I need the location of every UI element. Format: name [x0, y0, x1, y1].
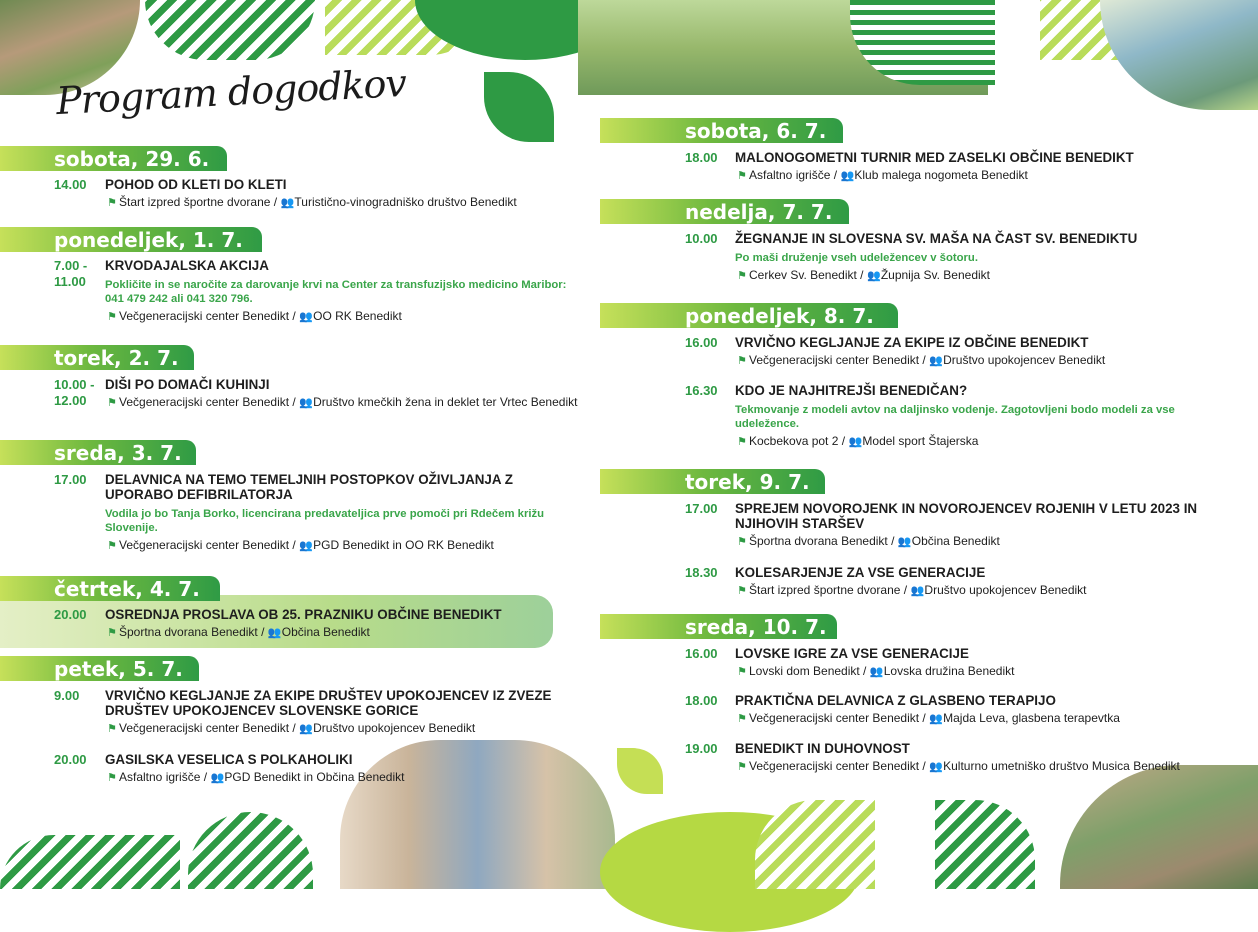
event-location — [735, 268, 1205, 284]
people-icon: 👥 — [299, 311, 313, 323]
event-details — [735, 231, 1205, 284]
people-icon: 👥 — [866, 270, 881, 282]
decor-stripes — [935, 800, 1035, 889]
event-time: 10.00 - 12.00 — [54, 377, 95, 408]
event-location — [735, 434, 1205, 450]
location-text: Majda Leva, glasbena terapevtka — [943, 711, 1120, 725]
location-text: Kulturno umetniško društvo Musica Benedikt — [943, 759, 1180, 773]
event-details — [735, 741, 1205, 775]
event-title: BENEDIKT IN DUHOVNOST — [735, 741, 910, 756]
day-label: sreda, 3. 7. — [54, 441, 182, 465]
location-text: Lovski dom Benedikt / — [749, 664, 870, 678]
photo-audience — [1060, 765, 1258, 889]
event-location — [105, 721, 580, 737]
people-icon: 👥 — [929, 355, 943, 367]
event-title: DELAVNICA NA TEMO TEMELJNIH POSTOPKOV OŽIVLJANJA Z UPORABO DEFIBRILATORJA — [105, 472, 513, 502]
event-details — [735, 383, 1205, 450]
event-title: ŽEGNANJE IN SLOVESNA SV. MAŠA NA ČAST SV. BENEDIKTU — [735, 231, 1138, 246]
page-title: Program dogodkov — [55, 60, 407, 124]
day-label: ponedeljek, 1. 7. — [54, 228, 243, 252]
flag-icon: ⚑ — [737, 170, 747, 182]
event-location — [735, 534, 1205, 550]
event-time: 9.00 — [54, 688, 80, 703]
event-title: POHOD OD KLETI DO KLETI — [105, 177, 287, 192]
location-text: Športna dvorana Benedikt / — [749, 534, 898, 548]
flag-icon: ⚑ — [107, 627, 117, 639]
decor-leaf — [484, 72, 554, 142]
location-text: Večgeneracijski center Benedikt / — [119, 309, 300, 323]
people-icon: 👥 — [299, 540, 313, 552]
day-header — [600, 199, 849, 224]
event-location — [105, 395, 580, 411]
day-header — [0, 576, 220, 601]
people-icon: 👥 — [869, 666, 884, 678]
event-title: LOVSKE IGRE ZA VSE GENERACIJE — [735, 646, 969, 661]
people-icon: 👥 — [897, 536, 912, 548]
event-location — [735, 664, 1205, 680]
day-label: sreda, 10. 7. — [685, 615, 827, 639]
day-header — [600, 614, 837, 639]
event-note: Pokličite in se naročite za darovanje krvi na Center za transfuzijsko medicino Maribor: 041 479 242 ali 041 320 796. — [105, 279, 567, 305]
location-text: Cerkev Sv. Benedikt / — [749, 268, 867, 282]
day-label: torek, 2. 7. — [54, 346, 179, 370]
location-text: Društvo upokojencev Benedikt — [313, 721, 476, 735]
event-location — [105, 770, 580, 786]
location-text: Model sport Štajerska — [862, 434, 979, 448]
people-icon: 👥 — [299, 397, 313, 409]
event-location — [735, 583, 1205, 599]
event-details — [735, 150, 1205, 184]
event-time: 18.00 — [685, 150, 718, 165]
location-text: PGD Benedikt in Občina Benedikt — [224, 770, 405, 784]
day-header — [0, 146, 227, 171]
event-details — [105, 258, 580, 325]
people-icon: 👥 — [299, 723, 313, 735]
flag-icon: ⚑ — [107, 723, 117, 735]
event-location — [735, 759, 1205, 775]
location-text: Kocbekova pot 2 / — [749, 434, 849, 448]
event-location — [105, 538, 580, 554]
event-title: MALONOGOMETNI TURNIR MED ZASELKI OBČINE BENEDIKT — [735, 150, 1134, 165]
event-note: Vodila jo bo Tanja Borko, licencirana predavateljica prve pomoči pri Rdečem križu Slovenije. — [105, 508, 545, 534]
flag-icon: ⚑ — [737, 270, 747, 282]
event-time: 20.00 — [54, 607, 87, 622]
event-location — [735, 353, 1205, 369]
event-time: 20.00 — [54, 752, 87, 767]
day-header — [0, 440, 196, 465]
flag-icon: ⚑ — [737, 355, 747, 367]
people-icon: 👥 — [280, 197, 295, 209]
event-title: KDO JE NAJHITREJŠI BENEDIČAN? — [735, 383, 968, 398]
location-text: Štart izpred športne dvorane / — [119, 195, 281, 209]
event-time: 19.00 — [685, 741, 718, 756]
flag-icon: ⚑ — [107, 197, 117, 209]
location-text: Turistično-vinogradniško društvo Benedikt — [294, 195, 517, 209]
flag-icon: ⚑ — [737, 666, 747, 678]
decor-stripes — [145, 0, 315, 60]
location-text: Štart izpred športne dvorane / — [749, 583, 911, 597]
event-details — [105, 377, 580, 411]
event-details — [735, 501, 1205, 550]
flag-icon: ⚑ — [737, 585, 747, 597]
event-details — [105, 752, 580, 786]
location-text: Večgeneracijski center Benedikt / — [119, 538, 300, 552]
flag-icon: ⚑ — [737, 713, 747, 725]
event-time: 16.30 — [685, 383, 718, 398]
day-header — [600, 303, 898, 328]
people-icon: 👥 — [929, 713, 943, 725]
day-label: sobota, 6. 7. — [685, 119, 827, 143]
location-text: Občina Benedikt — [281, 625, 370, 639]
decor-stripes — [0, 835, 180, 889]
people-icon: 👥 — [210, 772, 225, 784]
event-details — [105, 177, 580, 211]
location-text: Župnija Sv. Benedikt — [880, 268, 990, 282]
event-location — [105, 195, 580, 211]
event-time: 18.00 — [685, 693, 718, 708]
location-text: Klub malega nogometa Benedikt — [854, 168, 1028, 182]
event-note: Tekmovanje z modeli avtov na daljinsko vodenje. Zagotovljeni bodo modeli za vse udeležence. — [735, 404, 1175, 430]
event-title: SPREJEM NOVOROJENK IN NOVOROJENCEV ROJENIH V LETU 2023 IN NJIHOVIH STARŠEV — [735, 501, 1198, 531]
event-title: DIŠI PO DOMAČI KUHINJI — [105, 377, 270, 392]
decor-stripes — [188, 812, 313, 889]
location-text: Občina Benedikt — [911, 534, 1000, 548]
event-location — [735, 168, 1205, 184]
event-details — [735, 565, 1205, 599]
location-text: Društvo kmečkih žena in deklet ter Vrtec Benedikt — [313, 395, 578, 409]
photo-group — [1100, 0, 1258, 110]
location-text: Športna dvorana Benedikt / — [119, 625, 268, 639]
location-text: OO RK Benedikt — [313, 309, 402, 323]
people-icon: 👥 — [267, 627, 282, 639]
flag-icon: ⚑ — [107, 772, 117, 784]
event-details — [735, 693, 1205, 727]
event-title: VRVIČNO KEGLJANJE ZA EKIPE IZ OBČINE BENEDIKT — [735, 335, 1089, 350]
event-time: 17.00 — [54, 472, 87, 487]
day-label: ponedeljek, 8. 7. — [685, 304, 874, 328]
flag-icon: ⚑ — [107, 397, 117, 409]
event-time: 7.00 - 11.00 — [54, 258, 88, 289]
event-title: KRVODAJALSKA AKCIJA — [105, 258, 269, 273]
event-time: 10.00 — [685, 231, 718, 246]
flag-icon: ⚑ — [737, 761, 747, 773]
flag-icon: ⚑ — [737, 436, 747, 448]
location-text: Večgeneracijski center Benedikt / — [119, 721, 300, 735]
flag-icon: ⚑ — [107, 311, 117, 323]
day-label: četrtek, 4. 7. — [54, 577, 200, 601]
location-text: Večgeneracijski center Benedikt / — [749, 759, 930, 773]
event-time: 16.00 — [685, 646, 718, 661]
location-text: Večgeneracijski center Benedikt / — [749, 353, 930, 367]
event-time: 17.00 — [685, 501, 718, 516]
day-label: petek, 5. 7. — [54, 657, 183, 681]
event-details — [105, 688, 580, 737]
event-details — [735, 335, 1205, 369]
day-label: sobota, 29. 6. — [54, 147, 210, 171]
event-time: 18.30 — [685, 565, 718, 580]
location-text: Lovska družina Benedikt — [883, 664, 1015, 678]
day-header — [0, 227, 262, 252]
people-icon: 👥 — [848, 436, 863, 448]
day-header — [600, 469, 825, 494]
event-details — [105, 472, 580, 554]
people-icon: 👥 — [929, 761, 943, 773]
event-location — [105, 309, 580, 325]
decor-leaf — [617, 748, 663, 794]
event-title: VRVIČNO KEGLJANJE ZA EKIPE DRUŠTEV UPOKOJENCEV IZ ZVEZE DRUŠTEV UPOKOJENCEV SLOVENSKE GORICE — [105, 688, 552, 718]
event-time: 14.00 — [54, 177, 87, 192]
location-text: PGD Benedikt in OO RK Benedikt — [313, 538, 494, 552]
location-text: Večgeneracijski center Benedikt / — [749, 711, 930, 725]
event-details — [105, 607, 580, 641]
location-text: Asfaltno igrišče / — [119, 770, 211, 784]
location-text: Večgeneracijski center Benedikt / — [119, 395, 300, 409]
people-icon: 👥 — [840, 170, 855, 182]
day-header — [0, 656, 199, 681]
day-header — [0, 345, 194, 370]
event-title: KOLESARJENJE ZA VSE GENERACIJE — [735, 565, 986, 580]
event-note: Po maši druženje vseh udeležencev v šotoru. — [735, 252, 978, 264]
event-time: 16.00 — [685, 335, 718, 350]
event-title: PRAKTIČNA DELAVNICA Z GLASBENO TERAPIJO — [735, 693, 1056, 708]
flag-icon: ⚑ — [107, 540, 117, 552]
people-icon: 👥 — [910, 585, 925, 597]
day-label: nedelja, 7. 7. — [685, 200, 833, 224]
event-details — [735, 646, 1205, 680]
event-title: GASILSKA VESELICA S POLKAHOLIKI — [105, 752, 353, 767]
location-text: Društvo upokojencev Benedikt — [924, 583, 1087, 597]
event-location — [735, 711, 1205, 727]
location-text: Društvo upokojencev Benedikt — [943, 353, 1106, 367]
event-title: OSREDNJA PROSLAVA OB 25. PRAZNIKU OBČINE BENEDIKT — [105, 607, 502, 622]
day-label: torek, 9. 7. — [685, 470, 810, 494]
flag-icon: ⚑ — [737, 536, 747, 548]
decor-stripes — [755, 800, 875, 889]
day-header — [600, 118, 843, 143]
event-location — [105, 625, 580, 641]
location-text: Asfaltno igrišče / — [749, 168, 841, 182]
